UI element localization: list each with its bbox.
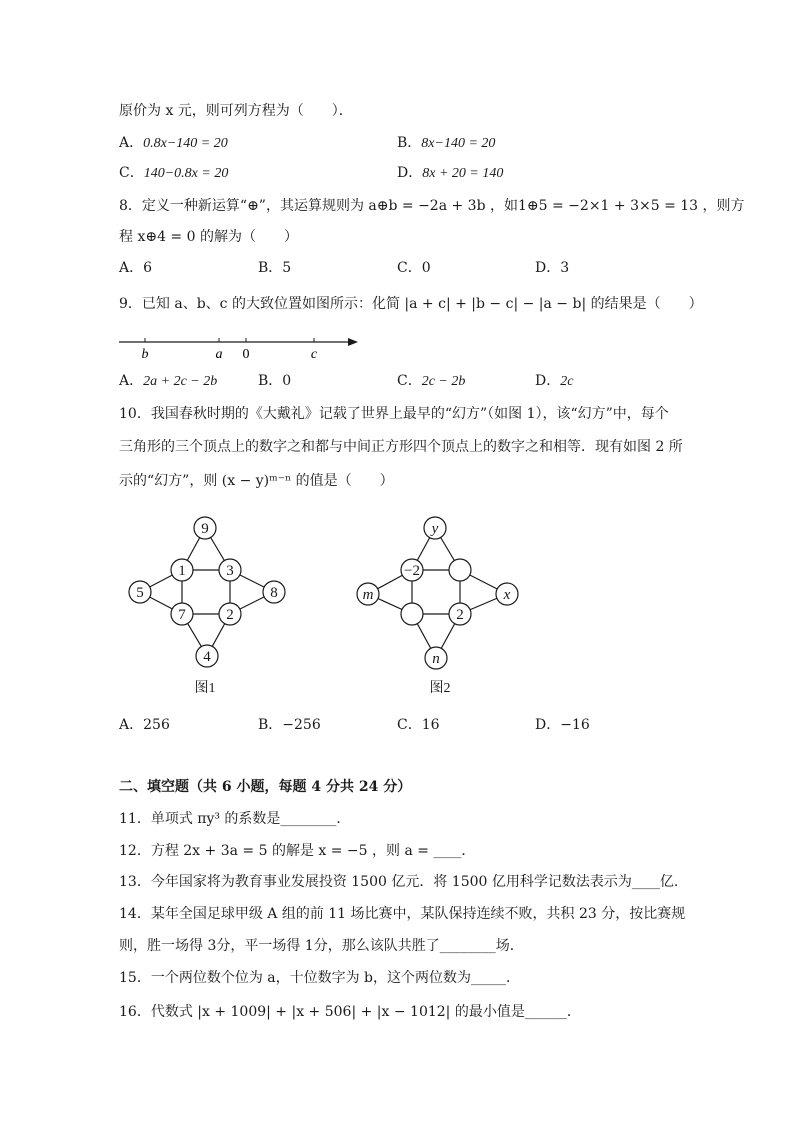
- q8-option-a: A．6: [119, 260, 153, 276]
- fig2-edges: [368, 528, 507, 658]
- fig1-value-tl: 1: [178, 563, 186, 579]
- q14-line2: 则，胜一场得 3分，平一场得 1分，那么该队共胜了________场．: [119, 938, 524, 954]
- q10-option-c: C．16: [397, 717, 440, 733]
- q10-option-d: D．−16: [535, 717, 590, 733]
- fig1-value-tr: 3: [226, 563, 234, 579]
- q9-option-a: A．2a + 2c − 2b: [119, 373, 218, 389]
- fig2-value-top: y: [431, 521, 439, 537]
- fig1-value-left: 5: [136, 585, 144, 601]
- q10-stem-line3: 示的“幻方”，则 (x − y)ᵐ⁻ⁿ 的值是（ ）: [119, 473, 394, 489]
- fig2-value-left: m: [362, 587, 374, 603]
- fig2-node-bl: [401, 603, 423, 625]
- q9-option-c: C．2c − 2b: [397, 373, 466, 389]
- q13: 13．今年国家将为教育事业发展投资 1500 亿元．将 1500 亿用科学记数法表示为____亿.: [119, 874, 679, 890]
- q10-stem-line2: 三角形的三个顶点上的数字之和都与中间正方形四个顶点上的数字之和相等．现有如图 2 所: [119, 439, 683, 455]
- fig2-value-br: 2: [456, 607, 464, 623]
- q12: 12．方程 2x + 3a = 5 的解是 x = −5 ，则 a = ____．: [119, 843, 476, 859]
- q10-stem-line1: 10．我国春秋时期的《大戴礼》记载了世界上最早的“幻方”（如图 1），该“幻方”中，每个: [119, 406, 669, 422]
- label-zero: 0: [242, 347, 250, 362]
- fig1-value-br: 2: [226, 607, 234, 623]
- q8-stem-line2: 程 x⊕4 = 0 的解为（ ）: [119, 229, 298, 245]
- q8-option-d: D．3: [535, 260, 570, 276]
- q11: 11．单项式 πy³ 的系数是________．: [119, 811, 351, 827]
- q8-stem-line1: 8．定义一种新运算“⊕”，其运算规则为 a⊕b = −2a + 3b ，如1⊕5 = −2×1 + 3×5 = 13 ，则方: [119, 198, 745, 214]
- q9-number-line: [115, 330, 365, 362]
- fig2-value-right: x: [503, 587, 511, 603]
- fig1-value-right: 8: [270, 585, 278, 601]
- fig1-value-bottom: 4: [203, 649, 211, 665]
- q9-stem: 9．已知 a、b、c 的大致位置如图所示：化简 |a + c| + |b − c| − |a − b| 的结果是（ ）: [119, 296, 703, 312]
- q9-option-b: B．0: [258, 373, 292, 389]
- q7-stem-tail: 原价为 x 元，则可列方程为（ ）．: [119, 103, 353, 119]
- label-a: a: [215, 347, 223, 362]
- q16: 16．代数式 |x + 1009| + |x + 506| + |x − 1012| 的最小值是______．: [119, 1004, 581, 1020]
- q10-option-a: A．256: [119, 717, 170, 733]
- q7-option-d: D．8x + 20 = 140: [397, 165, 504, 181]
- q7-option-a: A．0.8x−140 = 20: [119, 135, 228, 151]
- q7-option-c: C．140−0.8x = 20: [119, 165, 229, 181]
- q15: 15．一个两位数个位为 a，十位数字为 b，这个两位数为_____．: [119, 970, 521, 986]
- label-c: c: [310, 347, 318, 362]
- fig1-caption: 图1: [194, 681, 216, 696]
- q14-line1: 14．某年全国足球甲级 A 组的前 11 场比赛中，某队保持连续不败，共积 23 分，按比赛规: [119, 906, 686, 922]
- label-b: b: [141, 347, 149, 362]
- q9-option-d: D．2c: [535, 373, 574, 389]
- fig1-value-top: 9: [201, 521, 209, 537]
- q10-option-b: B．−256: [258, 717, 321, 733]
- q10-figure-2: [350, 510, 530, 710]
- fig1-value-bl: 7: [178, 607, 186, 623]
- q10-figure-1: [120, 510, 300, 710]
- fig1-edges: [140, 528, 274, 656]
- fig2-caption: 图2: [429, 681, 451, 696]
- arrow-right-icon: [348, 338, 358, 346]
- fig2-node-tr: [449, 559, 471, 581]
- q8-option-b: B．5: [258, 260, 292, 276]
- q8-option-c: C．0: [397, 260, 431, 276]
- fig2-value-tl: −2: [404, 563, 420, 579]
- fig2-value-bottom: n: [432, 651, 440, 667]
- section-2-title: 二、填空题（共 6 小题，每题 4 分共 24 分）: [119, 779, 412, 795]
- q7-option-b: B．8x−140 = 20: [397, 135, 496, 151]
